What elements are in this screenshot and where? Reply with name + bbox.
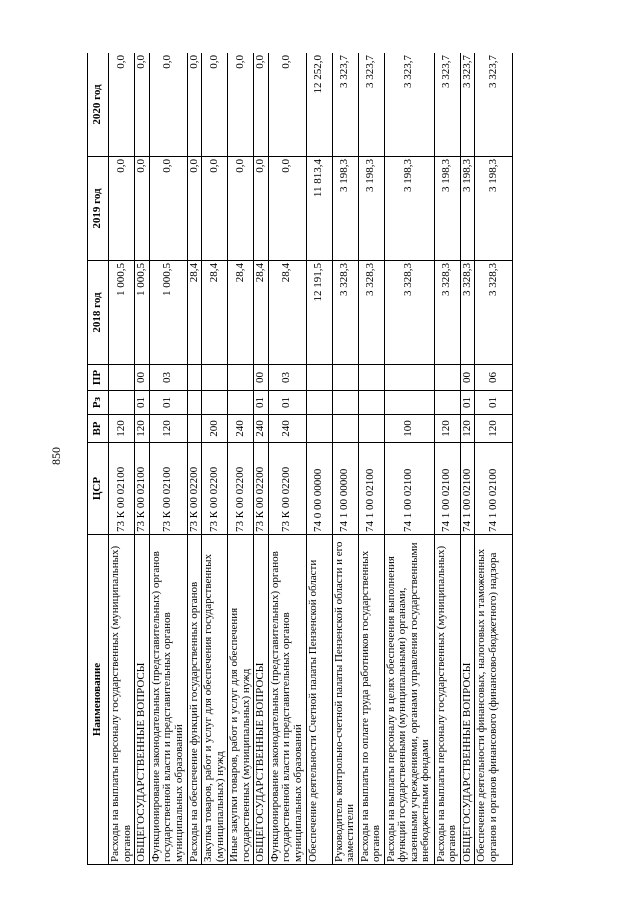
cell-csr: 73 К 00 02200 (202, 443, 228, 535)
header-vr: ВР (88, 415, 109, 443)
cell-csr: 73 К 00 02200 (268, 443, 306, 535)
cell-csr: 74 0 00 00000 (306, 443, 332, 535)
cell-name: Функционирование законодательных (представительных) органов государственной власти и представительных органов муниципальных образований (268, 535, 306, 865)
table-row (228, 53, 254, 865)
cell-2020: 0,0 (109, 53, 135, 157)
table-row (306, 53, 332, 865)
table-row (460, 53, 475, 865)
cell-csr: 74 1 00 02100 (434, 443, 460, 535)
cell-csr: 74 1 00 02100 (475, 443, 513, 535)
cell-2020: 0,0 (149, 53, 187, 157)
cell-2018: 3 328,3 (384, 261, 434, 365)
cell-rz (306, 391, 332, 415)
cell-2020: 0,0 (135, 53, 150, 157)
rotated-table-area (87, 53, 565, 865)
cell-2019: 3 198,3 (358, 157, 384, 261)
cell-pr: 00 (135, 365, 150, 391)
cell-2018: 28,4 (187, 261, 202, 365)
cell-2018: 28,4 (268, 261, 306, 365)
cell-2020: 0,0 (187, 53, 202, 157)
cell-vr: 120 (460, 415, 475, 443)
table-body (109, 53, 513, 865)
table-row (475, 53, 513, 865)
cell-name: Закупка товаров, работ и услуг для обеспечения государственных (муниципальных) нужд (202, 535, 228, 865)
cell-rz (434, 391, 460, 415)
cell-rz (358, 391, 384, 415)
page-number: 850 (49, 447, 63, 465)
table-row (254, 53, 269, 865)
cell-2018: 3 328,3 (358, 261, 384, 365)
cell-pr (332, 365, 358, 391)
cell-rz (332, 391, 358, 415)
cell-2020: 3 323,7 (358, 53, 384, 157)
cell-name: Иные закупки товаров, работ и услуг для обеспечения государственных (муниципальных) нужд (228, 535, 254, 865)
table-row (149, 53, 187, 865)
header-row (88, 53, 109, 865)
cell-csr: 73 К 00 02100 (135, 443, 150, 535)
cell-csr: 74 1 00 02100 (460, 443, 475, 535)
cell-pr: 00 (460, 365, 475, 391)
cell-2019: 3 198,3 (434, 157, 460, 261)
budget-table-wrapper (87, 53, 565, 865)
cell-name: Расходы на обеспечение функций государственных органов (187, 535, 202, 865)
header-pr: ПР (88, 365, 109, 391)
cell-pr (306, 365, 332, 391)
cell-name: Обеспечение деятельности финансовых, налоговых и таможенных органов и органов финансового (финансово-бюджетного) надзора (475, 535, 513, 865)
cell-pr (384, 365, 434, 391)
cell-2020: 0,0 (202, 53, 228, 157)
table-row (332, 53, 358, 865)
cell-csr: 73 К 00 02200 (187, 443, 202, 535)
cell-2018: 1 000,5 (135, 261, 150, 365)
cell-pr (358, 365, 384, 391)
cell-pr (434, 365, 460, 391)
cell-2018: 3 328,3 (332, 261, 358, 365)
cell-rz: 01 (460, 391, 475, 415)
cell-csr: 74 1 00 02100 (358, 443, 384, 535)
cell-name: ОБЩЕГОСУДАРСТВЕННЫЕ ВОПРОСЫ (254, 535, 269, 865)
cell-2020: 3 323,7 (475, 53, 513, 157)
table-row (358, 53, 384, 865)
cell-2019: 0,0 (254, 157, 269, 261)
header-name: Наименование (88, 535, 109, 865)
cell-name: Обеспечение деятельности Счетной палаты Пензенской области (306, 535, 332, 865)
table-row (434, 53, 460, 865)
cell-rz (109, 391, 135, 415)
cell-name: ОБЩЕГОСУДАРСТВЕННЫЕ ВОПРОСЫ (135, 535, 150, 865)
cell-2018: 3 328,3 (475, 261, 513, 365)
cell-2019: 0,0 (149, 157, 187, 261)
cell-rz (384, 391, 434, 415)
cell-pr: 03 (149, 365, 187, 391)
cell-rz (187, 391, 202, 415)
cell-2020: 0,0 (228, 53, 254, 157)
cell-2018: 28,4 (228, 261, 254, 365)
cell-2020: 0,0 (254, 53, 269, 157)
cell-vr (306, 415, 332, 443)
header-2018: 2018 год (88, 261, 109, 365)
cell-name: Расходы на выплаты персоналу в целях обеспечения выполнения функций государственными (муниципальными) органами, казенными учреждениями, органами управления государственными внебюджетными фондами (384, 535, 434, 865)
cell-2020: 12 252,0 (306, 53, 332, 157)
cell-vr: 240 (228, 415, 254, 443)
cell-name: Функционирование законодательных (представительных) органов государственной власти и представительных органов муниципальных образований (149, 535, 187, 865)
cell-2019: 0,0 (187, 157, 202, 261)
cell-rz (228, 391, 254, 415)
cell-vr: 120 (475, 415, 513, 443)
cell-2019: 3 198,3 (384, 157, 434, 261)
table-row (384, 53, 434, 865)
cell-2019: 0,0 (135, 157, 150, 261)
cell-2018: 3 328,3 (460, 261, 475, 365)
cell-name: ОБЩЕГОСУДАРСТВЕННЫЕ ВОПРОСЫ (460, 535, 475, 865)
cell-csr: 74 1 00 02100 (384, 443, 434, 535)
cell-2019: 11 813,4 (306, 157, 332, 261)
cell-vr: 200 (202, 415, 228, 443)
header-csr: ЦСР (88, 443, 109, 535)
table-row (187, 53, 202, 865)
cell-vr (187, 415, 202, 443)
cell-2018: 1 000,5 (109, 261, 135, 365)
cell-pr (109, 365, 135, 391)
cell-pr: 06 (475, 365, 513, 391)
cell-2019: 3 198,3 (460, 157, 475, 261)
cell-vr (332, 415, 358, 443)
cell-2019: 3 198,3 (332, 157, 358, 261)
cell-2020: 3 323,7 (384, 53, 434, 157)
cell-vr: 120 (135, 415, 150, 443)
cell-2020: 0,0 (268, 53, 306, 157)
cell-rz: 01 (149, 391, 187, 415)
cell-2020: 3 323,7 (434, 53, 460, 157)
cell-pr: 00 (254, 365, 269, 391)
cell-2019: 0,0 (109, 157, 135, 261)
cell-rz: 01 (135, 391, 150, 415)
budget-table (87, 53, 513, 865)
cell-2020: 3 323,7 (460, 53, 475, 157)
header-2020: 2020 год (88, 53, 109, 157)
cell-rz: 01 (475, 391, 513, 415)
cell-pr (202, 365, 228, 391)
cell-vr: 120 (109, 415, 135, 443)
cell-name: Расходы на выплаты по оплате труда работников государственных органов (358, 535, 384, 865)
cell-vr: 120 (434, 415, 460, 443)
cell-name: Руководитель контрольно-счетной палаты Пензенской области и его заместители (332, 535, 358, 865)
header-2019: 2019 год (88, 157, 109, 261)
cell-2018: 28,4 (202, 261, 228, 365)
cell-vr: 100 (384, 415, 434, 443)
cell-csr: 73 К 00 02100 (149, 443, 187, 535)
cell-2018: 3 328,3 (434, 261, 460, 365)
cell-rz: 01 (254, 391, 269, 415)
cell-pr (228, 365, 254, 391)
cell-2019: 0,0 (228, 157, 254, 261)
cell-rz: 01 (268, 391, 306, 415)
cell-csr: 73 К 00 02100 (109, 443, 135, 535)
table-row (202, 53, 228, 865)
cell-pr (187, 365, 202, 391)
table-row (135, 53, 150, 865)
cell-csr: 74 1 00 00000 (332, 443, 358, 535)
cell-vr: 120 (149, 415, 187, 443)
cell-2020: 3 323,7 (332, 53, 358, 157)
cell-2018: 28,4 (254, 261, 269, 365)
cell-vr (358, 415, 384, 443)
cell-2019: 3 198,3 (475, 157, 513, 261)
cell-2018: 12 191,5 (306, 261, 332, 365)
header-rz: Рз (88, 391, 109, 415)
cell-csr: 73 К 00 02200 (228, 443, 254, 535)
table-row (268, 53, 306, 865)
cell-2019: 0,0 (202, 157, 228, 261)
cell-name: Расходы на выплаты персоналу государственных (муниципальных) органов (109, 535, 135, 865)
cell-vr: 240 (254, 415, 269, 443)
table-row (109, 53, 135, 865)
cell-vr: 240 (268, 415, 306, 443)
cell-name: Расходы на выплаты персоналу государственных (муниципальных) органов (434, 535, 460, 865)
cell-pr: 03 (268, 365, 306, 391)
cell-2019: 0,0 (268, 157, 306, 261)
cell-2018: 1 000,5 (149, 261, 187, 365)
cell-csr: 73 К 00 02200 (254, 443, 269, 535)
cell-rz (202, 391, 228, 415)
